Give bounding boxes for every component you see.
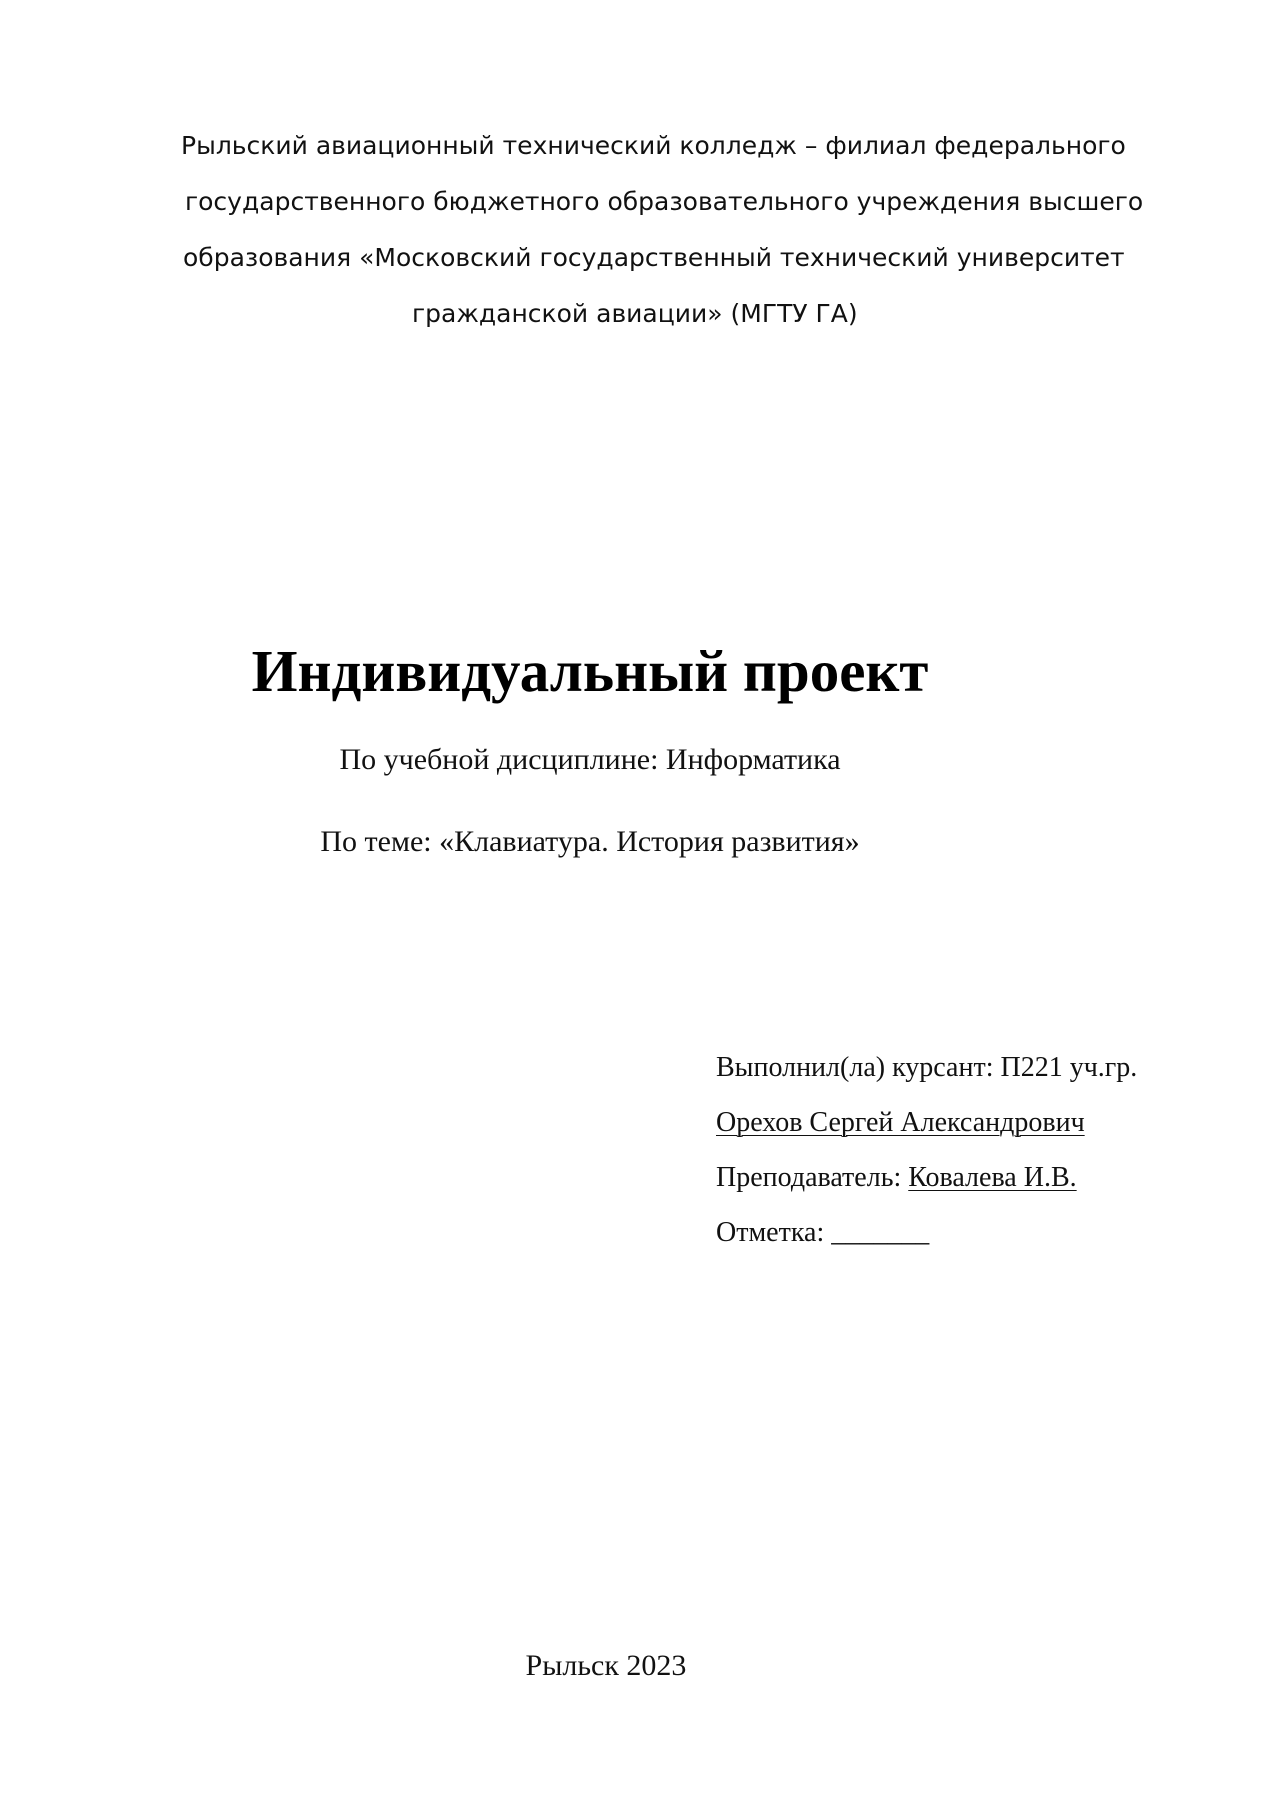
institution-line-4: гражданской авиации» (МГТУ ГА)	[412, 299, 858, 328]
document-title: Индивидуальный проект	[251, 638, 929, 704]
performed-by-line: Выполнил(ла) курсант: П221 уч.гр.	[716, 1052, 1138, 1083]
institution-line-3: образования «Московский государственный технический университет	[183, 243, 1125, 272]
student-name: Орехов Сергей Александрович	[716, 1107, 1085, 1138]
grade-blank: _______	[831, 1217, 930, 1248]
teacher-name: Ковалева И.В.	[908, 1162, 1077, 1193]
institution-header	[150, 118, 1144, 342]
institution-line-2: государственного бюджетного образовательного учреждения высшего	[185, 187, 1144, 216]
city-year: Рыльск 2023	[525, 1649, 687, 1682]
grade-label: Отметка:	[716, 1217, 832, 1248]
teacher-label: Преподаватель:	[716, 1162, 909, 1193]
grade-line	[716, 1205, 1216, 1260]
student-name-line	[716, 1095, 1216, 1150]
author-info-block	[716, 1040, 1216, 1260]
teacher-line	[716, 1150, 1216, 1205]
institution-line-1: Рыльский авиационный технический колледж – филиал федерального	[181, 131, 1126, 160]
subject-line: По учебной дисциплине: Информатика	[339, 743, 841, 776]
topic-line: По теме: «Клавиатура. История развития»	[320, 825, 860, 858]
